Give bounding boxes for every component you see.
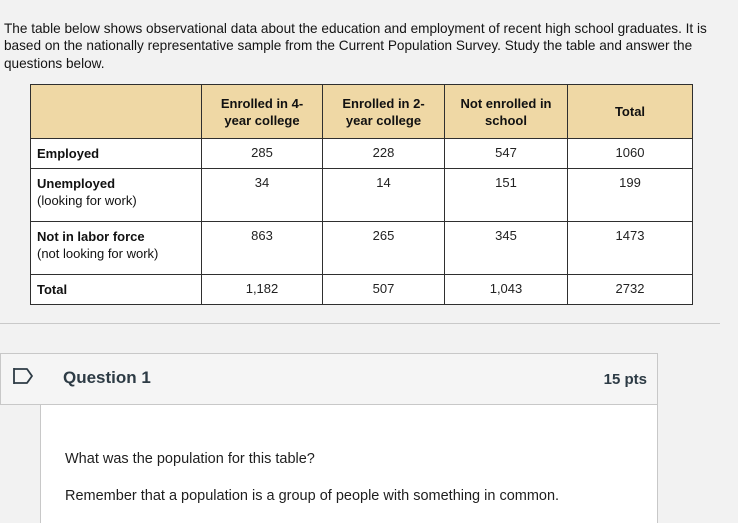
row-label: Not in labor force (not looking for work) <box>31 222 202 275</box>
table-row <box>31 139 693 169</box>
table-cell: 265 <box>323 222 445 275</box>
table-cell: 547 <box>445 139 568 169</box>
table-header-row <box>31 85 693 139</box>
table-cell: 199 <box>568 169 693 222</box>
table-cell: 228 <box>323 139 445 169</box>
table-cell: 1473 <box>568 222 693 275</box>
table-cell: 1,043 <box>445 275 568 305</box>
col-header-total: Total <box>568 85 693 139</box>
question-hint: Remember that a population is a group of people with something in common. <box>65 488 560 504</box>
table-cell: 285 <box>202 139 323 169</box>
table-cell: 507 <box>323 275 445 305</box>
question-text: What was the population for this table? <box>65 451 315 467</box>
data-table <box>30 84 693 305</box>
table-cell: 2732 <box>568 275 693 305</box>
intro-text: The table below shows observational data about the education and employment of recent high school graduates. It is based on the nationally representative sample from the Current Population Survey. Study the table and answer the questions below. <box>4 20 707 71</box>
table-cell: 14 <box>323 169 445 222</box>
table-cell: 151 <box>445 169 568 222</box>
col-header-4yr: Enrolled in 4-year college <box>202 85 323 139</box>
flag-icon[interactable] <box>12 366 36 386</box>
row-label: Total <box>31 275 202 305</box>
table-cell: 345 <box>445 222 568 275</box>
question-body <box>40 405 658 523</box>
question-points: 15 pts <box>603 371 647 388</box>
table-cell: 1060 <box>568 139 693 169</box>
table-cell: 34 <box>202 169 323 222</box>
question-header <box>0 353 658 405</box>
row-label: Employed <box>31 139 202 169</box>
col-header-not-enrolled: Not enrolled in school <box>445 85 568 139</box>
question-title: Question 1 <box>63 368 151 387</box>
col-header-2yr: Enrolled in 2-year college <box>323 85 445 139</box>
corner-cell <box>31 85 202 139</box>
table-row <box>31 169 693 222</box>
table-cell: 1,182 <box>202 275 323 305</box>
table-cell: 863 <box>202 222 323 275</box>
row-label: Unemployed (looking for work) <box>31 169 202 222</box>
table-row <box>31 222 693 275</box>
section-divider <box>0 323 720 324</box>
table-row <box>31 275 693 305</box>
